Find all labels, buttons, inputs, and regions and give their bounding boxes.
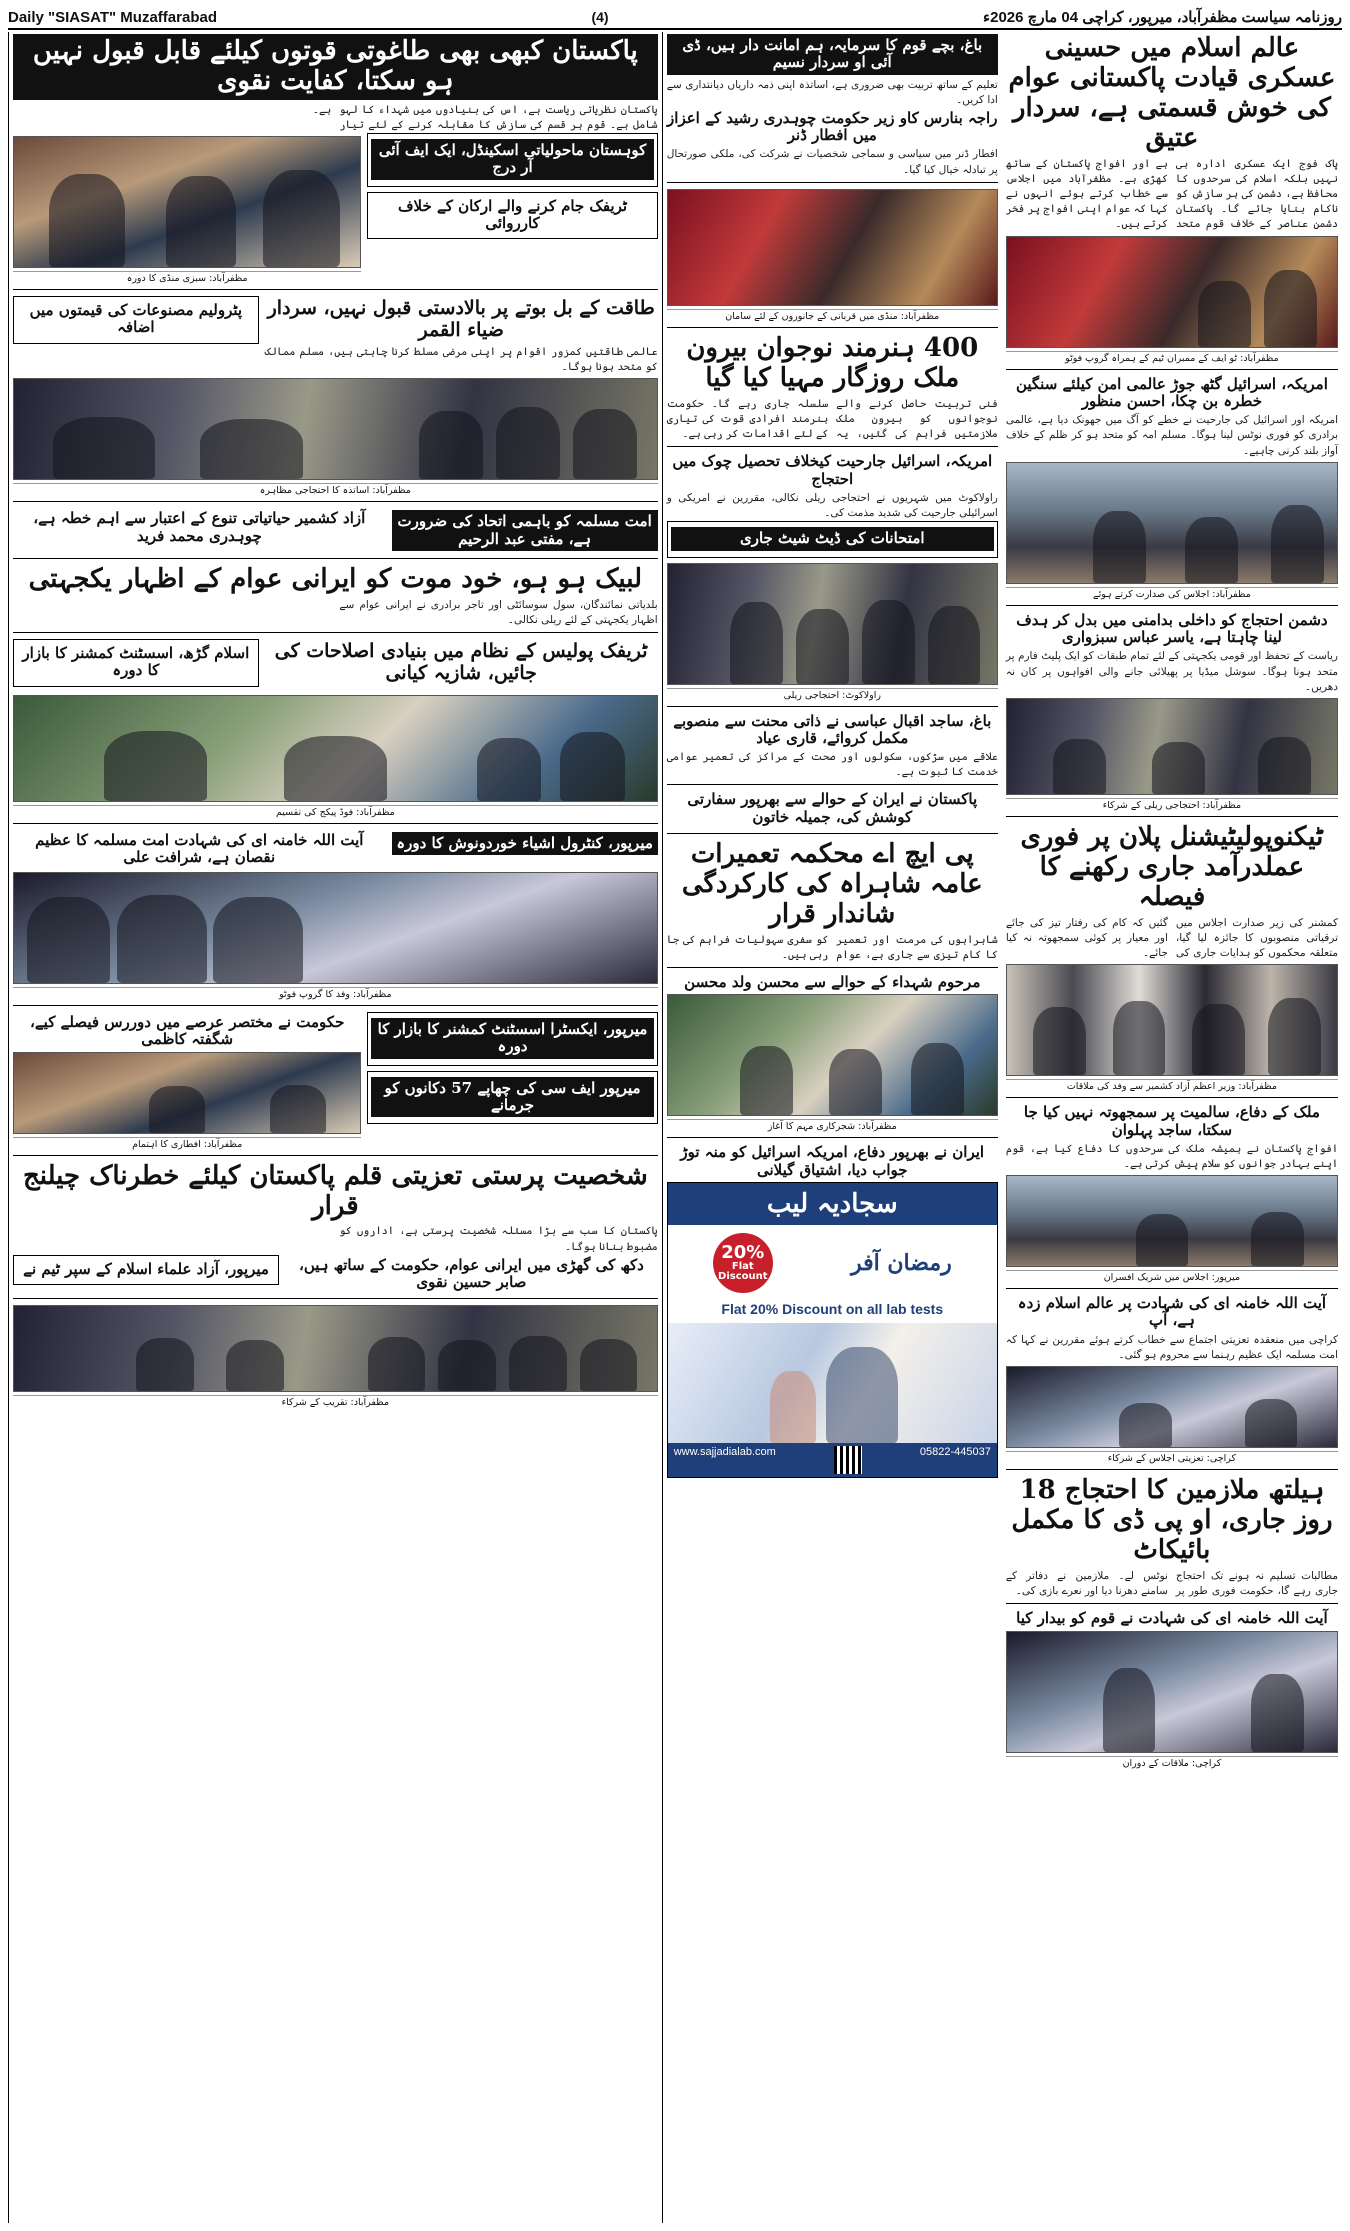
photo-caption: مظفرآباد: وزیر اعظم آزاد کشمیر سے وفد کی ملاقات	[1006, 1079, 1338, 1093]
ad-discount-badge	[713, 1233, 773, 1293]
story-6	[13, 830, 658, 1007]
story-body: پاک فوج ایک عسکری ادارہ ہی نہیں بلکہ اسلام کی سرحدوں کا محافظ ہے، دشمن کی ہر سازش کو ناکام بنایا جائے گا۔ پاکستان دشمن عناصر کے خلاف قوم متحد ہے اور افواج پاکستان کے ساتھ کھڑی ہے۔ مظفرآباد میں اجلاس سے خطاب کرتے ہوئے انہوں نے کہا کہ عوام اپنی افواج پر فخر کرتے ہیں۔	[1005, 157, 1338, 231]
masthead-urdu-title: روزنامہ سیاست مظفرآباد، میرپور، کراچی 04 مارچ 2026ء	[983, 9, 1342, 26]
headline: طاقت کے بل بوتے پر بالادستی قبول نہیں، سردار ضیاء القمر	[267, 297, 655, 342]
headline: باغ، ساجد اقبال عباسی نے ذاتی محنت سے منصوبے مکمل کروائے، قاری عیاد	[673, 711, 992, 747]
headline: راجہ بنارس کاو زیر حکومت چوہدری رشید کے اعزاز میں افطار ڈنر	[667, 108, 998, 145]
photo-caption: مظفرآباد: احتجاجی ریلی کے شرکاء	[1006, 798, 1338, 812]
headline: امریکہ، اسرائیل گٹھ جوڑ عالمی امن کیلئے سنگین خطرہ بن چکا، احسن منظور	[1015, 374, 1328, 410]
story-body: افطار ڈنر میں سیاسی و سماجی شخصیات نے شرکت کی، ملکی صورتحال پر تبادلہ خیال کیا گیا۔	[666, 148, 998, 176]
story-body: تعلیم کے ساتھ تربیت بھی ضروری ہے، اساتذہ اپنی ذمہ داریاں دیانتداری سے ادا کریں۔	[666, 78, 998, 106]
story-4	[667, 713, 998, 786]
column-1	[1002, 32, 1342, 2223]
story-2	[13, 296, 658, 502]
headline: پی ایچ اے محکمہ تعمیرات عامہ شاہراہ کی کارکردگی شاندار قرار	[681, 838, 983, 929]
news-photo	[1006, 1366, 1338, 1448]
story-2	[1006, 376, 1338, 606]
photo-caption: کراچی: تعزیتی اجلاس کے شرکاء	[1006, 1451, 1338, 1465]
side-box	[13, 639, 259, 687]
side-box	[667, 521, 998, 557]
story-2	[667, 334, 998, 447]
photo-caption: مظفرآباد: اجلاس کی صدارت کرتے ہوئے	[1006, 587, 1338, 601]
photo-caption: مظفرآباد: منڈی میں قربانی کے جانوروں کے لئے سامان	[667, 309, 998, 323]
box-headline: اسلام گڑھ، اسسٹنٹ کمشنر کا بازار کا دورہ	[22, 644, 250, 680]
story-7	[667, 974, 998, 1138]
story-body: شاہراہوں کی مرمت اور تعمیر کا کام تیزی سے جاری ہے، عوام کو سفری سہولیات فراہم کی جا رہی ہیں۔	[666, 933, 998, 961]
story-8	[1006, 1610, 1338, 1773]
headline: ہیلتھ ملازمین کا احتجاج 18 روز جاری، او پی ڈی کا مکمل بائیکاٹ	[1011, 1475, 1333, 1565]
story-body: پاکستان کا سب سے بڑا مسئلہ شخصیت پرستی ہے، اداروں کو مضبوط بنانا ہوگا۔	[339, 1225, 658, 1253]
ad-flat-text: Flat 20% Discount on all lab tests	[721, 1300, 944, 1317]
photo-caption: میرپور: اجلاس میں شریک افسران	[1006, 1270, 1338, 1284]
story-7	[1006, 1476, 1338, 1604]
ad-discount-sub: Flat Discount	[718, 1260, 768, 1282]
story-1	[667, 34, 998, 183]
story-body: افواج پاکستان نے ہمیشہ ملک کی سرحدوں کا دفاع کیا ہے، قوم اپنے بہادر جوانوں کو سلام پیش کرتی ہے۔	[1005, 1142, 1338, 1171]
side-box	[367, 133, 657, 187]
photo-caption: مظفرآباد: افطاری کا اہتمام	[13, 1137, 361, 1151]
photo-caption: مظفرآباد: شجرکاری مہم کا آغاز	[667, 1119, 998, 1133]
headline: امت مسلمہ کو باہمی اتحاد کی ضرورت ہے، مفتی عبد الرحیم	[392, 510, 658, 551]
story-8	[667, 1144, 998, 1482]
wide-photo-block	[667, 189, 998, 328]
headline: لبیک ہو ہو، خود موت کو ایرانی عوام کے اظہار یکجہتی	[28, 563, 643, 594]
story-body: فنی تربیت حاصل کرنے والے نوجوانوں کو بیرون ملک ملازمتیں فراہم کی گئیں، یہ سلسلہ جاری رہے گا۔ حکومت ہنرمند افرادی قوت کی تیاری کے لئے اقدامات کر رہی ہے۔	[666, 397, 998, 441]
story-5	[1006, 1104, 1338, 1289]
ad-ramadan-offer: رمضان آفر	[850, 1249, 952, 1276]
news-photo	[667, 189, 998, 306]
ad-website[interactable]: www.sajjadialab.com	[673, 1445, 776, 1458]
headline: باغ، بچے قوم کا سرمایہ، ہم امانت دار ہیں، ڈی آئی او سردار نسیم	[667, 34, 998, 75]
story-1	[1006, 34, 1338, 370]
story-1	[13, 34, 658, 290]
photo-caption: مظفرآباد: ٹو ایف کے ممبران ٹیم کے ہمراہ گروپ فوٹو	[1006, 351, 1338, 365]
photo-caption: راولاکوٹ: احتجاجی ریلی	[667, 688, 998, 702]
advertisement[interactable]	[667, 1182, 998, 1478]
story-body: پاکستان نظریاتی ریاست ہے، اس کی بنیادوں میں شہداء کا لہو شامل ہے۔ قوم ہر قسم کی سازش کا مقابلہ کرنے کے لئے تیار ہے۔	[312, 103, 658, 131]
headline: آزاد کشمیر حیاتیاتی تنوع کے اعتبار سے اہم خطہ ہے، چوہدری محمد فرید	[33, 509, 366, 545]
ad-phone[interactable]: 05822-445037	[919, 1445, 991, 1458]
side-box	[367, 1012, 657, 1066]
photo-caption: کراچی: ملاقات کے دوران	[1006, 1756, 1338, 1770]
box-headline: کوہستان ماحولیاتی اسکینڈل، ایک ایف آئی آر درج	[371, 139, 653, 180]
story-6	[667, 840, 998, 968]
photo-caption: مظفرآباد: وفد کا گروپ فوٹو	[13, 987, 658, 1001]
news-photo	[1006, 698, 1338, 795]
story-body: علاقے میں سڑکوں، سکولوں اور صحت کے مراکز کی تعمیر عوامی خدمت کا ثبوت ہے۔	[666, 751, 998, 779]
story-body: مطالبات تسلیم نہ ہونے تک احتجاج جاری رہے گا، حکومت فوری طور پر نوٹس لے۔ ملازمین نے دفاتر کے سامنے دھرنا دیا اور نعرے بازی کی۔	[1005, 1569, 1338, 1598]
news-photo	[1006, 1631, 1338, 1753]
story-body: ریاست کے تحفظ اور قومی یکجہتی کے لئے تمام طبقات کو ایک پلیٹ فارم پر متحد ہونا ہوگا۔ سوشل میڈیا پر پھیلائی جانے والی افواہوں پر کان نہ دھریں۔	[1005, 650, 1338, 693]
news-photo	[13, 1052, 361, 1134]
ad-image	[668, 1323, 997, 1443]
story-3	[13, 508, 658, 559]
box-headline: میرپور، آزاد علماء اسلام کے سپر ٹیم نے	[23, 1259, 269, 1278]
headline: آیت اللہ خامنہ ای کی شہادت پر عالم اسلام زدہ ہے، آپ	[1017, 1294, 1327, 1330]
headline: ایران نے بھرپور دفاع، امریکہ اسرائیل کو منہ توڑ جواب دیا، اشتیاق گیلانی	[680, 1143, 985, 1179]
headline: عالم اسلام میں حسینی عسکری قیادت پاکستانی عوام کی خوش قسمتی ہے، سردار عتیق	[1008, 33, 1336, 153]
photo-caption: مظفرآباد: اساتذہ کا احتجاجی مظاہرہ	[13, 483, 658, 497]
headline: ملک کے دفاع، سالمیت پر سمجھوتہ نہیں کیا جا سکتا، ساجد پہلوان	[1023, 1103, 1320, 1139]
story-4	[13, 565, 658, 633]
box-headline: میرپور ایف سی کی چھاپے 57 دکانوں کو جرمانے	[371, 1077, 653, 1118]
story-7	[13, 1012, 658, 1156]
story-5	[667, 791, 998, 834]
box-headline: میرپور، ایکسٹرا اسسٹنٹ کمشنر کا بازار کا دورہ	[371, 1018, 653, 1059]
photo-caption: مظفرآباد: تقریب کے شرکاء	[13, 1395, 658, 1409]
ad-discount: 20%	[721, 1241, 765, 1263]
columns-grid	[8, 32, 1342, 2223]
headline: حکومت نے مختصر عرصے میں دوررس فیصلے کیے، شگفتہ کاظمی	[30, 1013, 345, 1049]
story-6	[1006, 1295, 1338, 1470]
side-box	[13, 1255, 279, 1285]
column-2	[662, 32, 1002, 2223]
headline: میرپور، کنٹرول اشیاء خوردونوش کا دورہ	[392, 832, 658, 855]
headline: شخصیت پرستی تعزیتی قلم پاکستان کیلئے خطرناک چیلنج قرار	[22, 1160, 648, 1221]
headline: پاکستان کبھی بھی طاغوتی قوتوں کیلئے قابل قبول نہیں ہو سکتا، کفایت نقوی	[13, 34, 658, 100]
photo-caption: مظفرآباد: سبزی منڈی کا دورہ	[13, 271, 361, 285]
story-body: امریکہ اور اسرائیل کی جارحیت نے خطے کو آگ میں جھونک دیا ہے، عالمی برادری کو فوری نوٹس لینا ہوگا۔ مسلم امہ کو متحد ہو کر ظلم کے خلاف آواز بلند کرنی چاہیے۔	[1005, 414, 1338, 457]
side-box	[367, 192, 657, 240]
headline: دشمن احتجاج کو داخلی بدامنی میں بدل کر ہدف لینا چاہتا ہے، یاسر عباس سبزواری	[1016, 610, 1328, 647]
masthead	[8, 6, 1342, 30]
story-body: بلدیاتی نمائندگان، سول سوسائٹی اور تاجر برادری نے ایرانی عوام سے اظہار یکجہتی کے لئے ریلی نکالی۔	[339, 598, 658, 626]
qr-code-icon	[834, 1446, 862, 1474]
story-3	[1006, 612, 1338, 817]
news-photo	[1006, 1175, 1338, 1267]
ad-footer	[668, 1443, 997, 1477]
news-photo	[667, 563, 998, 685]
news-photo	[13, 695, 658, 802]
headline: امریکہ، اسرائیل جارحیت کیخلاف تحصیل چوک میں احتجاج	[672, 452, 993, 488]
headline: آیت اللہ خامنہ ای کی شہادت نے قوم کو بیدار کیا	[1016, 1609, 1328, 1628]
headline: پاکستان نے ایران کے حوالے سے بھرپور سفارتی کوشش کی، جمیلہ خاتون	[687, 790, 978, 826]
headline: مرحوم شہداء کے حوالے سے محسن ولد محسن	[684, 973, 981, 992]
headline: آیت اللہ خامنہ ای کی شہادت امت مسلمہ کا عظیم نقصان ہے، شرافت علی	[35, 830, 364, 866]
story-3	[667, 453, 998, 706]
page-number: (4)	[591, 9, 609, 25]
news-photo	[1006, 462, 1338, 584]
story-5	[13, 639, 658, 824]
photo-caption: مظفرآباد: فوڈ پیکج کی تقسیم	[13, 805, 658, 819]
news-photo	[13, 1305, 658, 1392]
column-3	[8, 32, 662, 2223]
headline: 400 ہنرمند نوجوان بیرون ملک روزگار مہیا کیا گیا	[686, 332, 979, 393]
story-body: کمشنر کی زیر صدارت اجلاس میں ترقیاتی منصوبوں کا جائزہ لیا گیا، متعلقہ محکموں کو ہدایات جاری کی گئیں کہ کام کی رفتار تیز کی جائے اور معیار پر کوئی سمجھوتہ نہ کیا جائے۔	[1005, 916, 1338, 960]
news-photo	[1006, 236, 1338, 348]
story-8	[13, 1162, 658, 1300]
news-photo	[1006, 964, 1338, 1076]
headline: ٹیکنوپولیٹیشنل پلان پر فوری عملدرآمد جاری رکھنے کا فیصلہ	[1020, 821, 1324, 912]
headline: ٹریفک پولیس کے نظام میں بنیادی اصلاحات کی جائیں، شازیہ کیانی	[274, 640, 648, 685]
news-photo	[13, 136, 361, 268]
story-9	[13, 1305, 658, 1413]
side-box	[367, 1071, 657, 1125]
news-photo	[13, 378, 658, 480]
box-headline: امتحانات کی ڈیٹ شیٹ جاری	[671, 527, 994, 550]
news-photo	[667, 994, 998, 1116]
news-photo	[13, 872, 658, 984]
story-body: عالمی طاقتیں کمزور اقوام پر اپنی مرضی مسلط کرنا چاہتی ہیں، مسلم ممالک کو متحد ہونا ہوگا۔	[264, 345, 658, 374]
story-body: راولاکوٹ میں شہریوں نے احتجاجی ریلی نکالی، مقررین نے امریکی و اسرائیلی جارحیت کی شدید مذمت کی۔	[666, 491, 998, 520]
box-headline: ٹریفک جام کرنے والے ارکان کے خلاف کارروائی	[397, 196, 628, 232]
ad-title: سجادیہ لیب	[668, 1183, 997, 1225]
masthead-english-title: Daily "SIASAT" Muzaffarabad	[8, 8, 217, 26]
side-box	[13, 296, 259, 344]
story-body: کراچی میں منعقدہ تعزیتی اجتماع سے خطاب کرتے ہوئے مقررین نے کہا کہ امت مسلمہ ایک عظیم رہنما سے محروم ہو گئی۔	[1005, 1333, 1338, 1361]
headline: دکھ کی گھڑی میں ایرانی عوام، حکومت کے ساتھ ہیں، صابر حسین نقوی	[298, 1255, 644, 1292]
box-headline: پٹرولیم مصنوعات کی قیمتوں میں اضافہ	[29, 301, 243, 337]
story-4	[1006, 823, 1338, 1098]
